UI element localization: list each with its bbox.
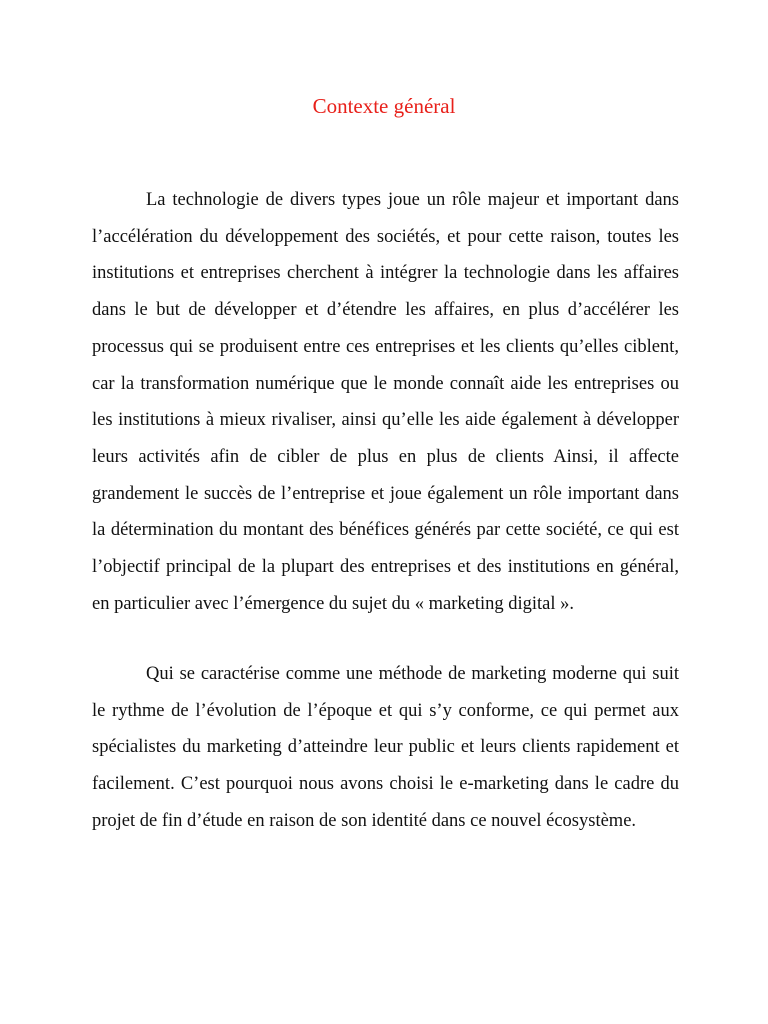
body-paragraph-1: La technologie de divers types joue un rôle majeur et important dans l’accélération du développement des sociétés, et pour cette raison, toutes les institutions et entreprises cherchent à intégrer la technologie dans les affaires dans le but de développer et d’étendre les affaires, en plus d’accélérer les processus qui se produisent entre ces entreprises et les clients qu’elles ciblent, car la transformation numérique que le monde connaît aide les entreprises ou les institutions à mieux rivaliser, ainsi qu’elle les aide également à développer leurs activités afin de cibler de plus en plus de clients Ainsi, il affecte grandement le succès de l’entreprise et joue également un rôle important dans la détermination du montant des bénéfices générés par cette société, ce qui est l’objectif principal de la plupart des entreprises et des institutions en général, en particulier avec l’émergence du sujet du « marketing digital ». bbox=[92, 190, 679, 614]
page-title: Contexte général bbox=[312, 94, 456, 118]
body-paragraph-2: Qui se caractérise comme une méthode de marketing moderne qui suit le rythme de l’évolution de l’époque et qui s’y conforme, ce qui permet aux spécialistes du marketing d’atteindre leur public et leurs clients rapidement et facilement. C’est pourquoi nous avons choisi le e-marketing dans le cadre du projet de fin d’étude en raison de son identité dans ce nouvel écosystème. bbox=[92, 664, 679, 831]
